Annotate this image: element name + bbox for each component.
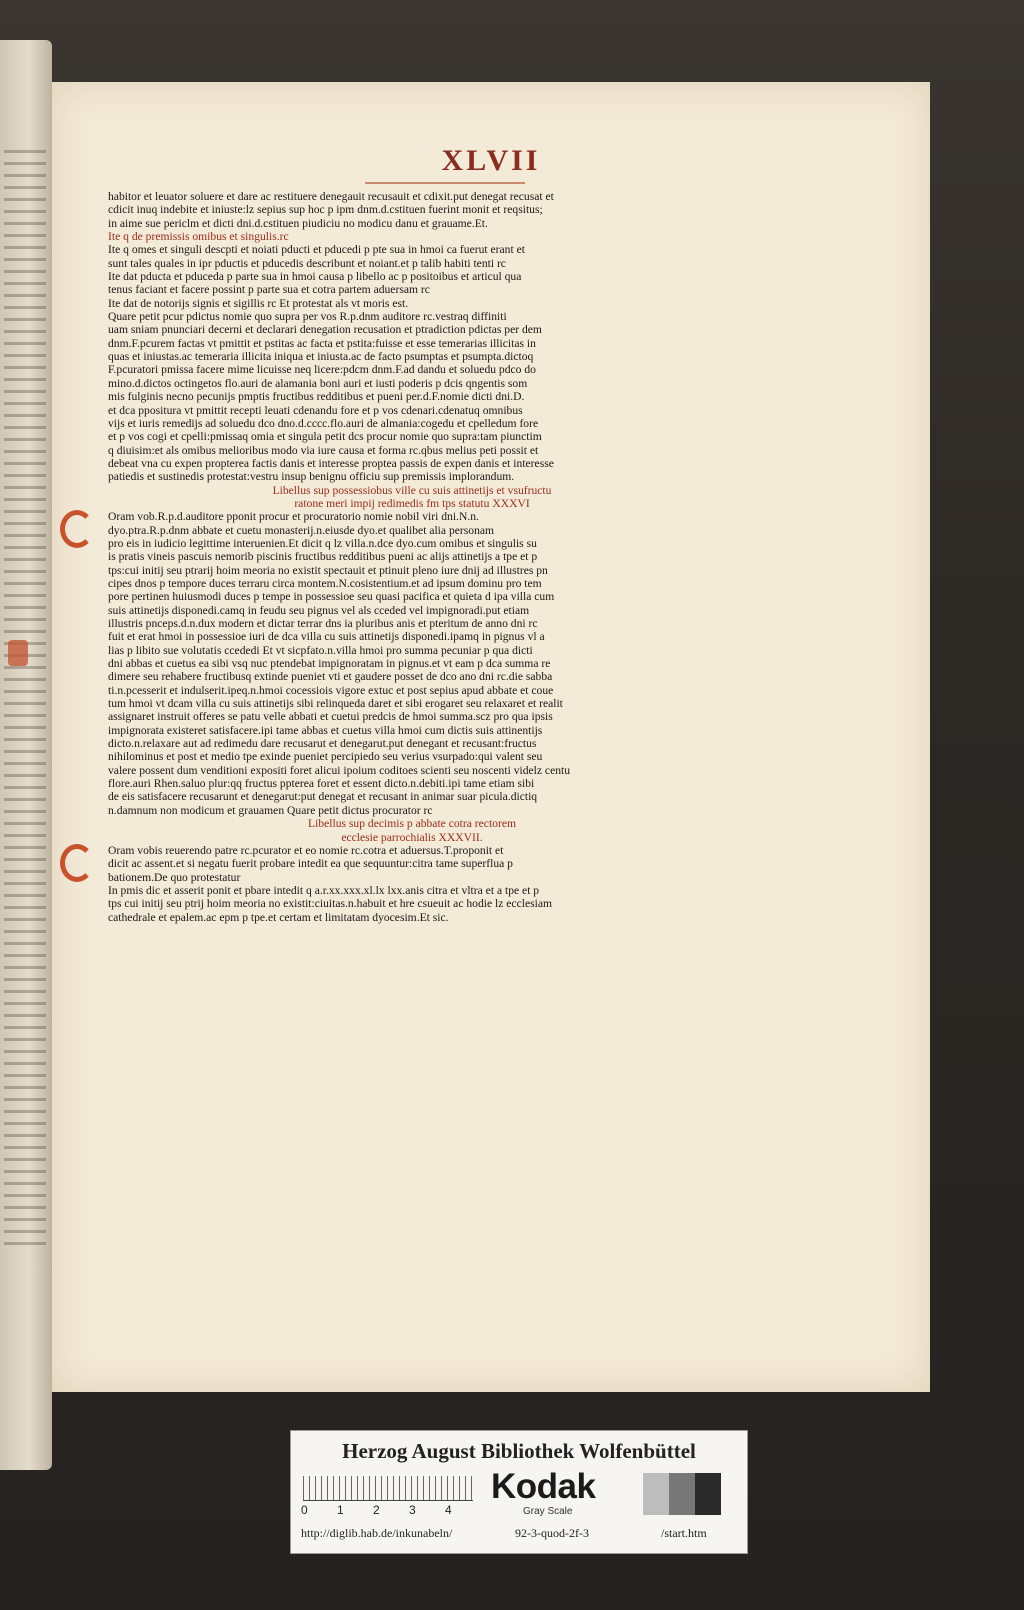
ruler-scale	[303, 1476, 473, 1501]
text-line: pore pertinen huiusmodi duces p tempe in possessioe seu quasi pacifica et quieta d ipa villa cum	[108, 590, 555, 604]
text-line: is pratis vineis pascuis nemorib piscinis fructibus redditibus pueni ac alijs attinetijs a tpe et p	[108, 550, 538, 564]
text-line: nihilominus et post et medio tpe exinde pueniet percipiedo seu verius vsurpado:qui valent seu	[108, 750, 543, 764]
text-line: de eis satisfacere recusarunt et denegarut:put denegat et recusant in animar suar picula.dictiq	[108, 790, 538, 804]
text-line: mino.d.dictos octingetos flo.auri de alamania boni auri et iusti poderis p dcis qngentis som	[108, 376, 528, 390]
initial-line: Oram vob.R.p.d.auditore pponit procur et procuratorio nomie nobil viri dni.N.n.	[108, 510, 479, 524]
text-line: Ite dat pducta et pduceda p parte sua in hmoi causa p libello ac p positoibus et articul qua	[108, 270, 522, 284]
gray-swatch-mid	[669, 1473, 695, 1515]
text-line: bationem.De quo protestatur	[108, 870, 241, 884]
text-line: patiedis et sustinedis protestat:vestru insup benignu officiu sup premissis implorandum.	[108, 470, 515, 484]
gray-swatch-dark	[695, 1473, 721, 1515]
incunabulum-page	[52, 82, 930, 1392]
ruler-number: 3	[409, 1503, 416, 1517]
text-line: et p vos cogi et cpelli:pmissaq omia et singula petit dcs procur nomie quo supra:tam piunctim	[108, 430, 542, 444]
folio-underline	[365, 182, 525, 184]
text-line: In pmis dic et asserit ponit et pbare intedit q a.r.xx.xxx.xl.lx lxx.anis citra et vltra et a tpe et p	[108, 883, 540, 897]
text-line: uam sniam pnunciari decerni et declarari denegation recusation et ptradiction pdictas per dem	[108, 323, 542, 337]
text-line: Ite dat de notorijs signis et sigillis rc Et protestat als vt moris est.	[108, 296, 409, 310]
kodak-logo: Kodak	[491, 1467, 596, 1506]
text-line: q diuisim:et als omibus melioribus modo via iure causa et forma rc.qbus melius peti possit et	[108, 443, 539, 457]
text-line: illustris pnceps.d.n.dux modern et dictar terrar dns ia pluribus anis et pteritum de anno dni rc	[108, 617, 538, 630]
text-line: fuit et erat hmoi in possessioe iuri de dca villa cu suis attinetijs disponedi.ipamq in pignus vl a	[108, 630, 545, 644]
text-line: dni abbas et cuetus ea sibi vsq nuc ptendebat impignoratam in pignus.et vt eam p dca summa re	[108, 657, 551, 671]
folio-number: XLVII	[441, 144, 541, 177]
text-line: flore.auri Rhen.saluo plur:qq fructus ppterea foret et essent dicto.n.debiti.ipi tame etiam sibi	[108, 777, 535, 791]
text-line: in aime sue periclm et dicti dni.d.cstituen piudiciu no modicu danu et grauame.Et.	[108, 216, 488, 230]
section-heading-line: ratone meri impij redimedis fm tps statutu XXXVI	[294, 496, 530, 510]
text-line: n.damnum non modicum et grauamen Quare petit dictus procurator rc	[108, 803, 433, 817]
initial-arc	[60, 844, 94, 882]
text-line: ti.n.pcesserit et indulserit.ipeq.n.hmoi cocessiois vigore extuc et post sepius apud abbate et coue	[108, 683, 554, 697]
gray-scale-label: Gray Scale	[523, 1506, 573, 1517]
text-line: F.pcuratori pmissa facere mime licuisse neq licere:pdcm dnm.F.ad dandu et soluedu pdco do	[108, 363, 536, 377]
text-line: Ite q de premissis omibus et singulis.rc	[108, 230, 289, 244]
text-line: assignaret instruit offeres se patu velle abbati et cuetui predcis de hmoi summa.scz pro qua ipsis	[108, 710, 553, 724]
facing-page-rubric-mark	[8, 640, 28, 666]
text-line: Ite q omes et singuli descpti et noiati pducti et pducedi p pte sua in hmoi ca fuerut erant et	[108, 243, 525, 257]
text-line: cdicit inuq indebite et iniuste:lz sepius sup hoc p ipm dnm.d.cstituen fuerint monit et reqsitus;	[108, 203, 543, 217]
color-target-card	[290, 1430, 748, 1554]
text-line: lias p libito sue volutatis ccededi Et vt sicpfato.n.villa hmoi pro summa pecuniar p qua dicti	[108, 643, 533, 657]
text-line: Quare petit pcur pdictus nomie quo supra per vos R.p.dnm auditore rc.vestraq diffiniti	[108, 310, 507, 324]
text-line: habitor et leuator soluere et dare ac restituere denegauit recusauit et cdixit.put denegat recusat et	[108, 190, 554, 203]
initial-arc	[60, 510, 94, 548]
ruler-number: 1	[337, 1503, 344, 1517]
section-heading-line: Libellus sup possessiobus ville cu suis attinetijs et vsufructu	[272, 483, 552, 497]
initial-holder	[60, 844, 100, 884]
section-heading-line: ecclesie parrochialis XXXVII.	[341, 830, 483, 844]
text-line: dicit ac assent.et si negatu fuerit probare intedit ea que sequuntur:citra tame superflua p	[108, 857, 513, 871]
ruler-number: 4	[445, 1503, 452, 1517]
text-block	[108, 190, 716, 924]
text-line: impignorata existeret satisfacere.ipi tame abbas et cuetus villa hmoi cum dictis suis attinentijs	[108, 723, 543, 737]
section-heading-line: Libellus sup decimis p abbate cotra rectorem	[308, 817, 516, 831]
text-line: tenus faciant et facere possint p parte sua et cotra partem aduersam rc	[108, 283, 430, 297]
text-line: mis fulginis necno pecunijs pmptis fructibus redditibus et pueni per.d.F.nomie dicti dni.D.	[108, 390, 525, 404]
text-line: dnm.F.pcurem factas vt pmittit et pstitas ac facta et pstita:fuisse et esse temerarias illicitas in	[108, 336, 536, 350]
facing-page-edge	[0, 40, 52, 1470]
gray-swatch-light	[643, 1473, 669, 1515]
text-line: tps cui initij seu ptrij hoim meoria no existit:ciuitas.n.habuit et hre csueuit ac hodie lz ecclesiam	[108, 897, 552, 911]
text-line: suis attinetijs disponedi.camq in feudu seu pignus vel als cceded vel impignoradi.put etiam	[108, 603, 530, 617]
text-line: vijs et iuris remedijs ad soluedu dco dno.d.cccc.flo.auri de almania:cogedu et cpelledum fore	[108, 416, 539, 430]
text-line: dimere seu rehabere fructibusq extinde pueniet vti et gaudere posset de dco ano dni rc.die sabba	[108, 670, 553, 684]
text-line: tps:cui initij seu ptrarij hoim meoria no existit spectauit et ptinuit pleno iure dnij ad illustres pn	[108, 563, 548, 577]
url-start[interactable]: /start.htm	[661, 1526, 707, 1540]
initial-holder	[60, 510, 100, 550]
text-line: valere possent dum venditioni expositi foret alicui ipoium coditoes scienti seu noscenti videlz centu	[108, 763, 571, 777]
library-title: Herzog August Bibliothek Wolfenbüttel	[342, 1439, 696, 1463]
text-line: et dca ppositura vt pmittit recepti leuati cdenandu fore et p vos cdenari.cdenatuq omnibus	[108, 403, 523, 417]
text-line: quas et iniustas.ac temeraria illicita iniqua et iniusta.ac de facto psumptas et psumpta.dictoq	[108, 350, 534, 364]
text-line: cathedrale et epalem.ac epm p tpe.et certam et limitatam dyocesim.Et sic.	[108, 910, 449, 924]
text-line: dyo.ptra.R.p.dnm abbate et cuetu monasterij.n.eiusde dyo.et qualibet alia personam	[108, 523, 495, 537]
text-line: dicto.n.relaxare aut ad redimedu dare recusarut et denegarut.put denegant et recusant:fructus	[108, 737, 537, 751]
ruler-number: 0	[301, 1503, 308, 1517]
ruler-number: 2	[373, 1503, 380, 1517]
text-line: sunt tales quales in ipr pductis et pducedis describunt et noiant.et p talib habiti tenti rc	[108, 256, 506, 270]
text-line: debeat vna cu expen propterea factis danis et interesse proptea passis de expen danis et interesse	[108, 456, 554, 470]
text-line: cipes dnos p tempore duces terraru circa montem.N.cosistentium.et ad ipsum dominu pro tem	[108, 576, 542, 590]
initial-line: Oram vobis reuerendo patre rc.pcurator et eo nomie rc.cotra et aduersus.T.proponit et	[108, 843, 504, 857]
text-line: pro eis in iudicio legittime interuenien.Et dicit q lz villa.n.dce dyo.cum omibus et singulis su	[108, 536, 537, 550]
url-base[interactable]: http://diglib.hab.de/inkunabeln/	[301, 1526, 453, 1540]
text-line: tum hmoi vt dcam villa cu suis attinetijs sibi relinqueda daret et sibi erogaret seu relaxaret et realit	[108, 697, 563, 711]
ruler-numbers	[301, 1503, 481, 1517]
url-id[interactable]: 92-3-quod-2f-3	[515, 1526, 589, 1540]
facing-page-text-shadow	[4, 150, 46, 1250]
